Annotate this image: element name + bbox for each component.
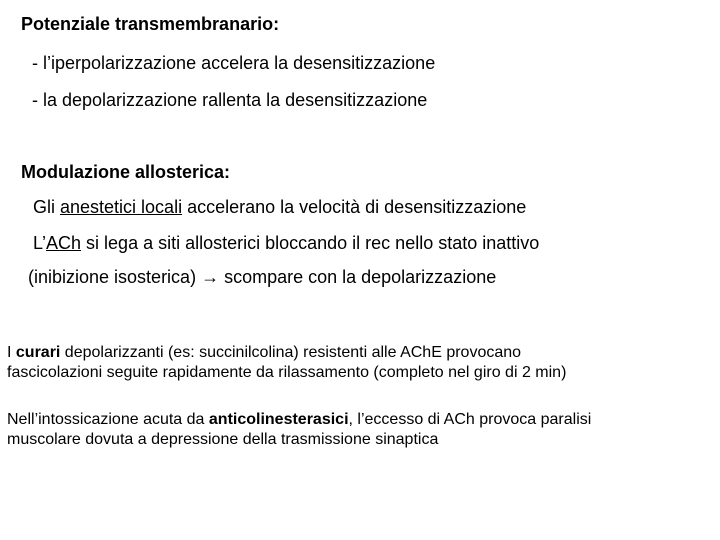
paragraph-intossicazione-line1 bbox=[7, 410, 591, 430]
anestetici-locali-underlined: anestetici locali bbox=[60, 197, 183, 217]
text: L’ bbox=[33, 233, 47, 253]
ach-underlined: ACh bbox=[46, 233, 82, 253]
paragraph-curari-line2: fascicolazioni seguite rapidamente da rilassamento (completo nel giro di 2 min) bbox=[7, 364, 567, 381]
line-anestetici bbox=[33, 196, 526, 218]
text: accelerano la velocità di desensitizzazione bbox=[182, 197, 527, 217]
paragraph-intossicazione-line2: muscolare dovuta a depressione della trasmissione sinaptica bbox=[7, 431, 439, 448]
heading-potenziale: Potenziale transmembranario: bbox=[21, 14, 280, 34]
heading-modulazione bbox=[21, 161, 230, 183]
bullet-depolarizzazione: - la depolarizzazione rallenta la desensitizzazione bbox=[32, 90, 428, 110]
text: depolarizzanti (es: succinilcolina) resistenti alle AChE provocano bbox=[60, 344, 522, 361]
paragraph-curari-line1 bbox=[7, 343, 566, 363]
line-inibizione: (inibizione isosterica) → scompare con la depolarizzazione bbox=[28, 267, 497, 287]
anticolinesterasici-bold: anticolinesterasici bbox=[208, 411, 349, 428]
heading-modulazione-text: Modulazione allosterica: bbox=[21, 162, 231, 182]
text: si lega a siti allosterici bloccando il rec nello stato inattivo bbox=[81, 233, 540, 253]
text: , l’eccesso di ACh provoca paralisi bbox=[348, 411, 592, 428]
paragraph-intossicazione bbox=[7, 410, 591, 450]
curari-bold: curari bbox=[15, 344, 61, 361]
text: Nell’intossicazione acuta da bbox=[7, 411, 209, 428]
paragraph-curari bbox=[7, 343, 566, 383]
text: I bbox=[7, 344, 16, 361]
bullet-iperpolarizzazione: - l’iperpolarizzazione accelera la desensitizzazione bbox=[32, 53, 436, 73]
text: Gli bbox=[33, 197, 60, 217]
line-ach bbox=[33, 232, 539, 254]
